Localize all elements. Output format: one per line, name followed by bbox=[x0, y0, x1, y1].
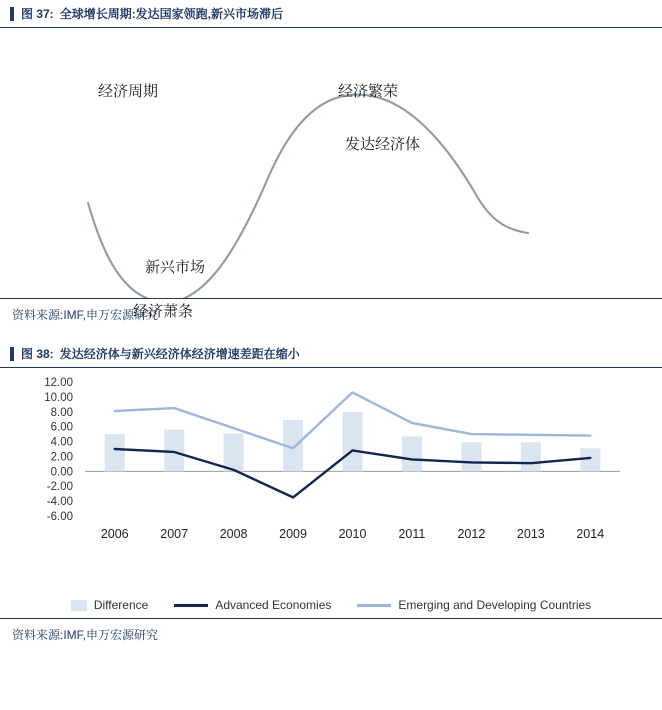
figure-37-header bbox=[0, 0, 662, 28]
annotation-economic-cycle: 经济周期 bbox=[98, 82, 159, 100]
svg-text:2006: 2006 bbox=[100, 527, 129, 541]
figure-38-header bbox=[0, 340, 662, 368]
accent-bar-icon bbox=[10, 347, 14, 361]
legend-item bbox=[71, 598, 148, 612]
legend-label: Emerging and Developing Countries bbox=[398, 598, 592, 612]
svg-text:2011: 2011 bbox=[398, 527, 426, 541]
svg-text:6.00: 6.00 bbox=[50, 421, 73, 434]
legend-item bbox=[357, 598, 591, 612]
accent-bar-icon bbox=[10, 7, 14, 21]
svg-text:2008: 2008 bbox=[219, 527, 248, 541]
figure-37-title: 全球增长周期:发达国家领跑,新兴市场滞后 bbox=[59, 7, 284, 21]
svg-text:2010: 2010 bbox=[338, 527, 367, 541]
legend-item bbox=[174, 598, 331, 612]
legend-line-swatch bbox=[357, 604, 391, 607]
svg-text:-4.00: -4.00 bbox=[46, 496, 73, 509]
svg-text:-6.00: -6.00 bbox=[46, 511, 73, 523]
svg-text:12.00: 12.00 bbox=[44, 377, 73, 389]
svg-text:2013: 2013 bbox=[516, 527, 545, 541]
legend-label: Advanced Economies bbox=[215, 598, 332, 612]
svg-text:2009: 2009 bbox=[279, 527, 307, 541]
annotation-economic-recession: 经济萧条 bbox=[133, 302, 194, 320]
figure-37-panel bbox=[0, 0, 662, 330]
svg-text:2014: 2014 bbox=[576, 527, 605, 541]
sine-cycle-curve bbox=[0, 28, 662, 298]
svg-text:8.00: 8.00 bbox=[50, 406, 73, 419]
svg-text:-2.00: -2.00 bbox=[46, 481, 73, 494]
figure-38-label: 图 38: bbox=[21, 347, 54, 361]
legend-label: Difference bbox=[93, 598, 149, 612]
figure-38-source: 资料来源:IMF,申万宏源研究 bbox=[0, 618, 662, 650]
annotation-emerging-markets: 新兴市场 bbox=[145, 258, 206, 276]
annotation-advanced-economies: 发达经济体 bbox=[345, 135, 421, 153]
legend-line-swatch bbox=[174, 604, 208, 607]
svg-text:10.00: 10.00 bbox=[44, 391, 73, 404]
figure-38-title: 发达经济体与新兴经济体经济增速差距在缩小 bbox=[59, 347, 300, 361]
figure-37-source: 资料来源:IMF,申万宏源研究 bbox=[0, 298, 662, 330]
svg-text:0.00: 0.00 bbox=[50, 466, 73, 479]
figure-37-label: 图 37: bbox=[21, 7, 54, 21]
svg-text:4.00: 4.00 bbox=[50, 436, 73, 449]
svg-text:2012: 2012 bbox=[457, 527, 486, 541]
svg-text:2007: 2007 bbox=[160, 527, 189, 541]
annotation-economic-boom: 经济繁荣 bbox=[338, 82, 399, 100]
figure-38-chart bbox=[0, 368, 662, 618]
chart-legend bbox=[0, 598, 662, 612]
svg-text:2.00: 2.00 bbox=[50, 451, 73, 464]
growth-gap-plot bbox=[0, 368, 662, 618]
legend-bar-swatch bbox=[71, 600, 87, 611]
panel-spacer bbox=[0, 330, 662, 340]
figure-38-panel bbox=[0, 340, 662, 650]
